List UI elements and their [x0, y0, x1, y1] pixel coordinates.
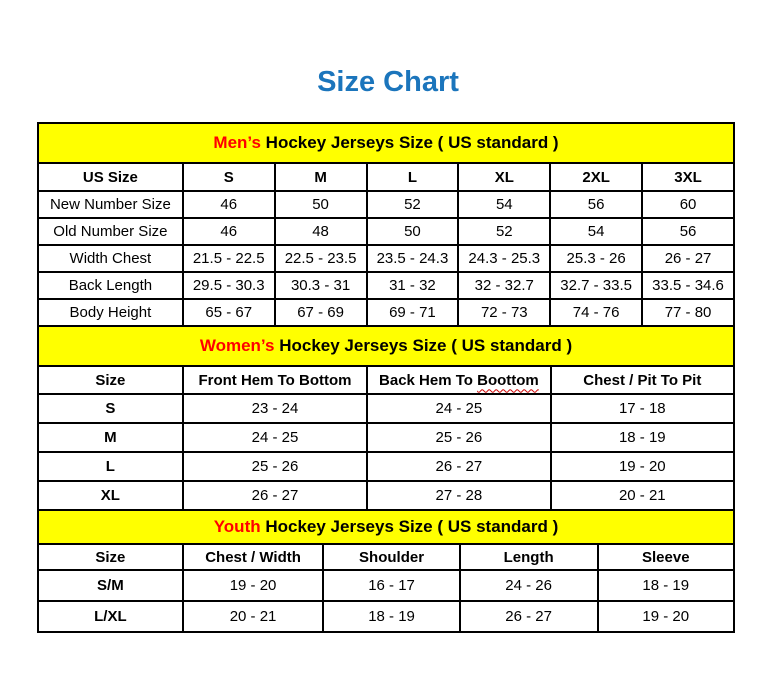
column-header: Sleeve: [598, 544, 734, 570]
table-cell: 29.5 - 30.3: [183, 272, 275, 299]
row-label: Back Length: [38, 272, 183, 299]
womens-section-highlight: Women’s: [199, 336, 275, 355]
table-cell: 31 - 32: [367, 272, 459, 299]
row-label: XL: [38, 481, 183, 510]
column-header: Size: [38, 366, 183, 394]
table-cell: 24 - 26: [460, 570, 598, 601]
table-row: [38, 299, 734, 326]
table-cell: 46: [183, 218, 275, 245]
table-cell: 18 - 19: [598, 570, 734, 601]
table-cell: 16 - 17: [323, 570, 459, 601]
column-header-row: [38, 366, 734, 394]
column-header-row: [38, 544, 734, 570]
column-header: Chest / Width: [183, 544, 324, 570]
table-cell: 32 - 32.7: [458, 272, 550, 299]
table-cell: 26 - 27: [642, 245, 734, 272]
table-cell: 25 - 26: [367, 423, 550, 452]
misspelled-word: Boottom: [477, 371, 539, 389]
table-cell: 18 - 19: [551, 423, 734, 452]
youth-section-header: [38, 510, 734, 544]
table-cell: 56: [642, 218, 734, 245]
table-row: [38, 481, 734, 510]
mens-section-highlight: Men’s: [213, 133, 261, 152]
table-cell: 19 - 20: [183, 570, 324, 601]
table-cell: 23.5 - 24.3: [367, 245, 459, 272]
womens-section-title-rest: Hockey Jerseys Size ( US standard ): [274, 336, 573, 355]
table-cell: 24.3 - 25.3: [458, 245, 550, 272]
table-row: [38, 394, 734, 423]
row-label: S/M: [38, 570, 183, 601]
table-row: [38, 601, 734, 632]
table-cell: 24 - 25: [367, 394, 550, 423]
column-header: M: [275, 163, 367, 191]
table-row: [38, 423, 734, 452]
table-cell: 26 - 27: [183, 481, 367, 510]
table-cell: 17 - 18: [551, 394, 734, 423]
table-cell: 19 - 20: [551, 452, 734, 481]
table-cell: 30.3 - 31: [275, 272, 367, 299]
table-cell: 33.5 - 34.6: [642, 272, 734, 299]
table-cell: 65 - 67: [183, 299, 275, 326]
womens-section-header: [38, 326, 734, 366]
table-row: [38, 245, 734, 272]
table-cell: 54: [550, 218, 642, 245]
table-cell: 24 - 25: [183, 423, 367, 452]
table-row: [38, 570, 734, 601]
table-row: [38, 191, 734, 218]
table-cell: 46: [183, 191, 275, 218]
table-cell: 23 - 24: [183, 394, 367, 423]
table-cell: 60: [642, 191, 734, 218]
column-header-row: [38, 163, 734, 191]
table-cell: 20 - 21: [551, 481, 734, 510]
table-cell: 50: [275, 191, 367, 218]
column-header: S: [183, 163, 275, 191]
row-label: Body Height: [38, 299, 183, 326]
table-cell: 67 - 69: [275, 299, 367, 326]
mens-size-table: [37, 122, 735, 327]
row-label: New Number Size: [38, 191, 183, 218]
table-cell: 69 - 71: [367, 299, 459, 326]
table-cell: 48: [275, 218, 367, 245]
table-cell: 27 - 28: [367, 481, 550, 510]
column-header: Chest / Pit To Pit: [551, 366, 734, 394]
youth-size-table: [37, 509, 735, 633]
row-label: M: [38, 423, 183, 452]
table-cell: 32.7 - 33.5: [550, 272, 642, 299]
row-label: Old Number Size: [38, 218, 183, 245]
mens-section-title-rest: Hockey Jerseys Size ( US standard ): [260, 133, 559, 152]
table-cell: 26 - 27: [367, 452, 550, 481]
column-header: Front Hem To Bottom: [183, 366, 367, 394]
table-cell: 21.5 - 22.5: [183, 245, 275, 272]
size-tables-block: [37, 122, 735, 633]
mens-section-header: [38, 123, 734, 163]
table-cell: 20 - 21: [183, 601, 324, 632]
table-cell: 19 - 20: [598, 601, 734, 632]
row-label: L/XL: [38, 601, 183, 632]
table-cell: 54: [458, 191, 550, 218]
table-cell: 74 - 76: [550, 299, 642, 326]
column-header: Length: [460, 544, 598, 570]
column-header: Shoulder: [323, 544, 459, 570]
youth-section-title-rest: Hockey Jerseys Size ( US standard ): [260, 517, 559, 536]
table-row: [38, 218, 734, 245]
table-row: [38, 272, 734, 299]
row-label: Width Chest: [38, 245, 183, 272]
column-header: Size: [38, 544, 183, 570]
column-header: US Size: [38, 163, 183, 191]
column-header: 3XL: [642, 163, 734, 191]
column-header: XL: [458, 163, 550, 191]
table-cell: 26 - 27: [460, 601, 598, 632]
table-cell: 50: [367, 218, 459, 245]
youth-section-highlight: Youth: [213, 517, 261, 536]
row-label: S: [38, 394, 183, 423]
column-header: L: [367, 163, 459, 191]
page-title: Size Chart: [317, 66, 459, 98]
table-cell: 52: [367, 191, 459, 218]
table-cell: 72 - 73: [458, 299, 550, 326]
table-cell: 56: [550, 191, 642, 218]
table-cell: 25.3 - 26: [550, 245, 642, 272]
table-cell: 77 - 80: [642, 299, 734, 326]
table-cell: 22.5 - 23.5: [275, 245, 367, 272]
table-row: [38, 452, 734, 481]
column-header: Back Hem To Boottom: [367, 366, 550, 394]
table-cell: 52: [458, 218, 550, 245]
row-label: L: [38, 452, 183, 481]
table-cell: 18 - 19: [323, 601, 459, 632]
table-cell: 25 - 26: [183, 452, 367, 481]
column-header: 2XL: [550, 163, 642, 191]
womens-size-table: [37, 325, 735, 511]
